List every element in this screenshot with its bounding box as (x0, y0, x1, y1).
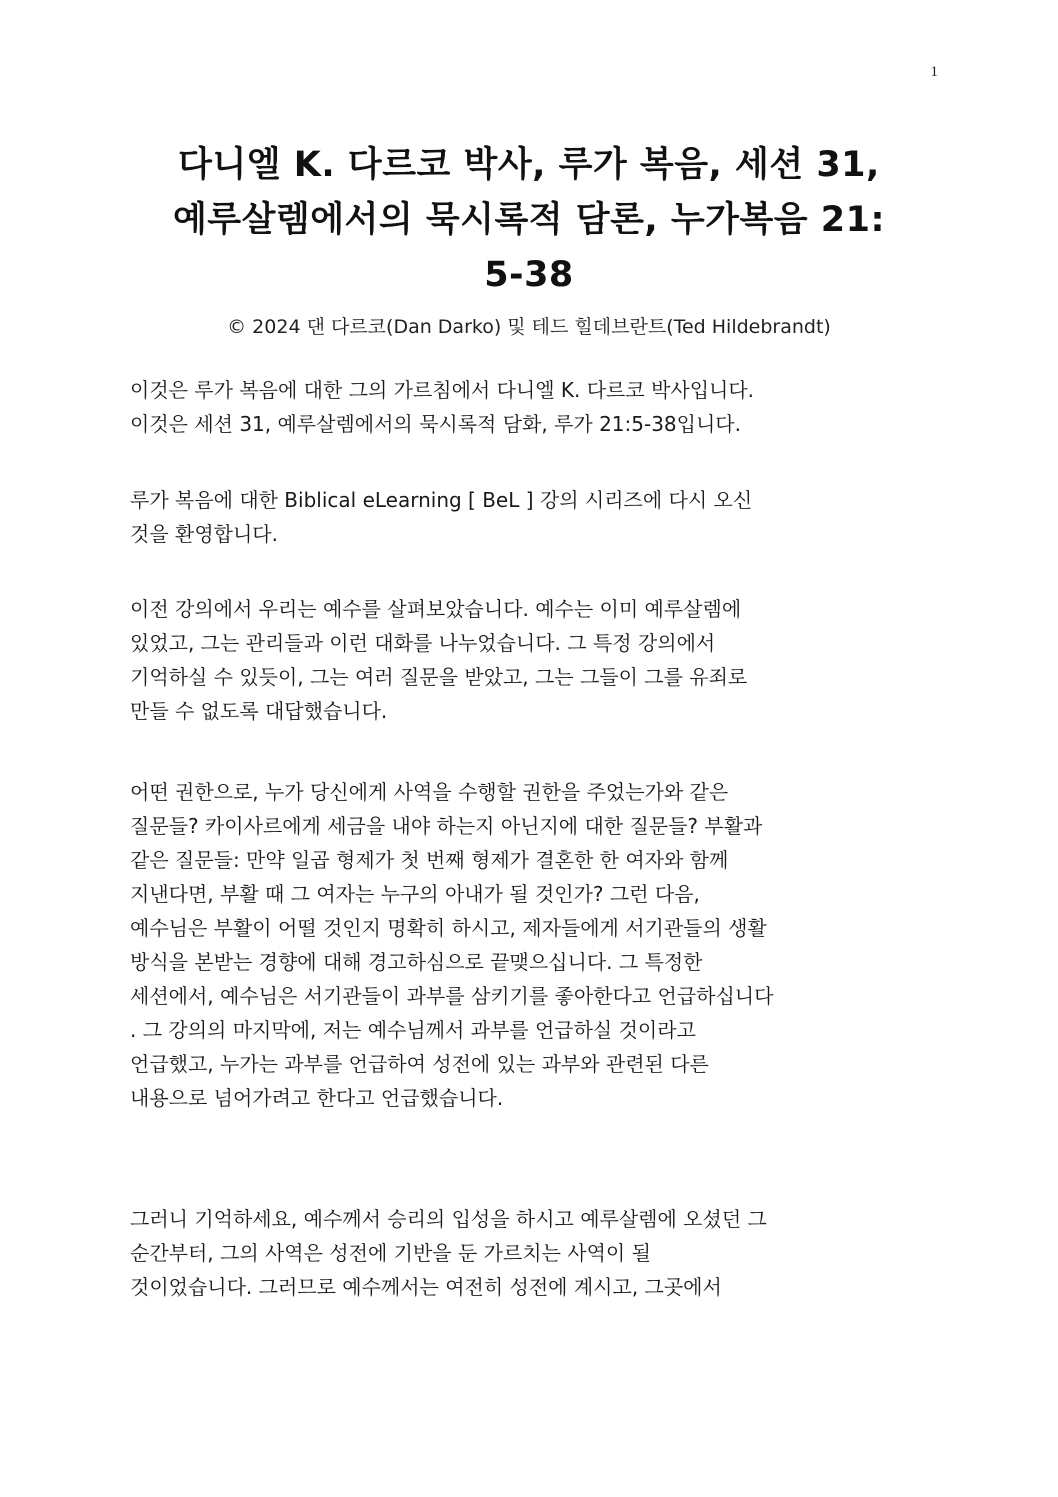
paragraph-line: 그러니 기억하세요, 예수께서 승리의 입성을 하시고 예루살렘에 오셨던 그 (130, 1207, 767, 1231)
paragraph-line: 방식을 본받는 경향에 대해 경고하심으로 끝맺으십니다. 그 특정한 (130, 950, 703, 974)
paragraph-line: 예수님은 부활이 어떨 것인지 명확히 하시고, 제자들에게 서기관들의 생활 (130, 916, 767, 940)
paragraph-line: 것을 환영합니다. (130, 522, 278, 546)
copyright-notice: © 2024 댄 다르코(Dan Darko) 및 테드 힐데브란트(Ted Hildebrandt) (227, 316, 831, 338)
paragraph-line: 것이었습니다. 그러므로 예수께서는 여전히 성전에 계시고, 그곳에서 (130, 1275, 722, 1299)
paragraph-line: 세션에서, 예수님은 서기관들이 과부를 삼키기를 좋아한다고 언급하십니다 (130, 984, 774, 1008)
title-line: 5-38 (484, 255, 574, 295)
paragraph (130, 775, 940, 1115)
title-line: 예루살렘에서의 묵시록적 담론, 누가복음 21: (172, 200, 885, 240)
paragraph (130, 592, 940, 728)
paragraph-line: 순간부터, 그의 사역은 성전에 기반을 둔 가르치는 사역이 될 (130, 1241, 651, 1265)
paragraph-line: 이것은 세션 31, 예루살렘에서의 묵시록적 담화, 루가 21:5-38입니다. (130, 412, 741, 436)
paragraph-line: 지낸다면, 부활 때 그 여자는 누구의 아내가 될 것인가? 그런 다음, (130, 882, 700, 906)
paragraph-line: 어떤 권한으로, 누가 당신에게 사역을 수행할 권한을 주었는가와 같은 (130, 780, 729, 804)
paragraph-line: 질문들? 카이사르에게 세금을 내야 하는지 아닌지에 대한 질문들? 부활과 (130, 814, 763, 838)
paragraph-line: 만들 수 없도록 대답했습니다. (130, 699, 388, 723)
paragraph-line: 언급했고, 누가는 과부를 언급하여 성전에 있는 과부와 관련된 다른 (130, 1052, 709, 1076)
paragraph-line: 루가 복음에 대한 Biblical eLearning [ BeL ] 강의 시리즈에 다시 오신 (130, 488, 753, 512)
paragraph-line: . 그 강의의 마지막에, 저는 예수님께서 과부를 언급하실 것이라고 (130, 1018, 696, 1042)
paragraph-line: 이것은 루가 복음에 대한 그의 가르침에서 다니엘 K. 다르코 박사입니다. (130, 378, 755, 402)
page-number: 1 (930, 64, 938, 80)
title-line: 다니엘 K. 다르코 박사, 루가 복음, 세션 31, (178, 145, 880, 185)
paragraph-line: 같은 질문들: 만약 일곱 형제가 첫 번째 형제가 결혼한 한 여자와 함께 (130, 848, 729, 872)
paragraph-line: 기억하실 수 있듯이, 그는 여러 질문을 받았고, 그는 그들이 그를 유죄로 (130, 665, 748, 689)
paragraph-line: 이전 강의에서 우리는 예수를 살펴보았습니다. 예수는 이미 예루살렘에 (130, 597, 742, 621)
paragraph-line: 내용으로 넘어가려고 한다고 언급했습니다. (130, 1086, 504, 1110)
paragraph (130, 483, 940, 551)
paragraph (130, 1202, 940, 1304)
document-title (100, 138, 958, 303)
paragraph (130, 373, 940, 441)
paragraph-line: 있었고, 그는 관리들과 이런 대화를 나누었습니다. 그 특정 강의에서 (130, 631, 716, 655)
